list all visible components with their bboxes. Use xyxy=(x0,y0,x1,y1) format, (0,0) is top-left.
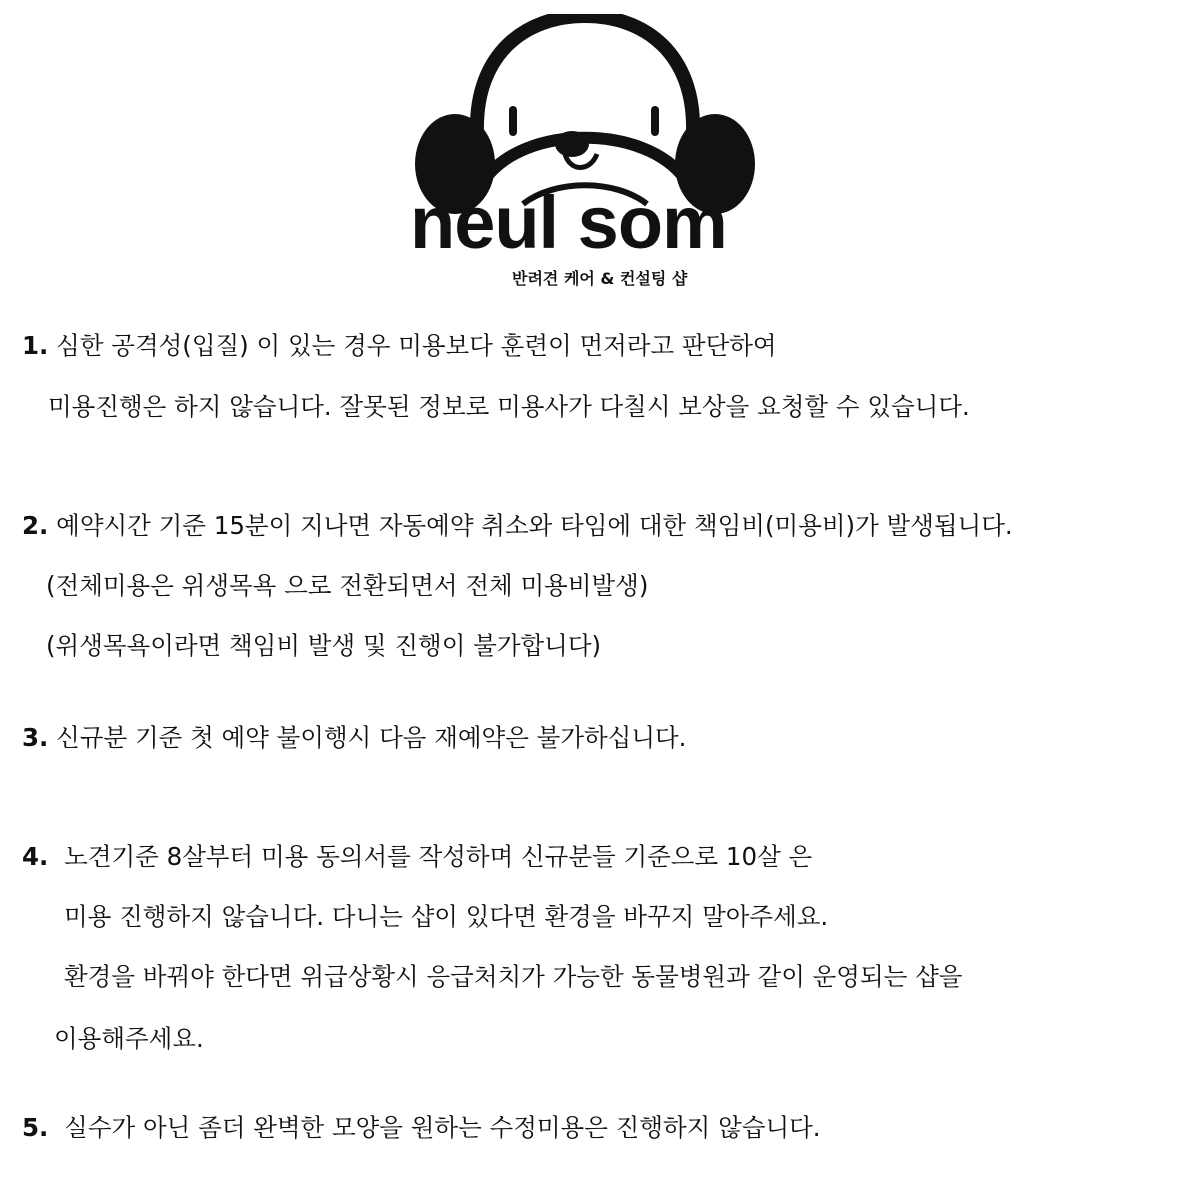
rule-1-line-2 xyxy=(48,392,970,421)
rule-2-line-3 xyxy=(46,631,601,660)
rule-4-number: 4. xyxy=(22,842,49,871)
rule-2-text-line-3: (위생목욕이라면 책임비 발생 및 진행이 불가합니다) xyxy=(46,631,602,660)
rule-4-text-line-3: 환경을 바꿔야 한다면 위급상황시 응급처치가 가능한 동물병원과 같이 운영되는 샵을 xyxy=(64,962,963,991)
rule-2-text-line-2: (전체미용은 위생목욕 으로 전환되면서 전체 미용비발생) xyxy=(46,571,649,600)
brand-logo xyxy=(405,14,765,294)
rule-5-text-line-1: 실수가 아닌 좀더 완벽한 모양을 원하는 수정미용은 진행하지 않습니다. xyxy=(64,1113,821,1142)
rule-4-text-line-2: 미용 진행하지 않습니다. 다니는 샵이 있다면 환경을 바꾸지 말아주세요. xyxy=(64,902,829,931)
rule-1-number: 1. xyxy=(22,331,49,360)
rule-4-line-3 xyxy=(64,962,962,991)
rule-2-line-1 xyxy=(22,511,1013,540)
rule-2-text-line-1: 예약시간 기준 15분이 지나면 자동예약 취소와 타임에 대한 책임비(미용비)가 발생됩니다. xyxy=(56,511,1013,540)
rule-4-line-2 xyxy=(64,902,828,931)
brand-name: neul som xyxy=(410,181,727,264)
rule-4-text-line-1: 노견기준 8살부터 미용 동의서를 작성하며 신규분들 기준으로 10살 은 xyxy=(64,842,813,871)
rule-1-text-line-2: 미용진행은 하지 않습니다. 잘못된 정보로 미용사가 다칠시 보상을 요청할 수 있습니다. xyxy=(48,392,970,421)
rule-2-line-2 xyxy=(46,571,648,600)
rule-2-number: 2. xyxy=(22,511,49,540)
rule-3-line-1 xyxy=(22,723,686,752)
rule-3-number: 3. xyxy=(22,723,49,752)
rule-4-line-4 xyxy=(54,1024,204,1053)
brand-tagline: 반려견 케어 & 컨설팅 샵 xyxy=(512,269,688,288)
rule-1-line-1 xyxy=(22,331,777,360)
rule-4-line-1 xyxy=(22,842,812,871)
rule-5-number: 5. xyxy=(22,1113,49,1142)
rule-5-line-1 xyxy=(22,1113,821,1142)
rule-1-text-line-1: 심한 공격성(입질) 이 있는 경우 미용보다 훈련이 먼저라고 판단하여 xyxy=(56,331,777,360)
rule-3-text-line-1: 신규분 기준 첫 예약 불이행시 다음 재예약은 불가하십니다. xyxy=(56,723,687,752)
rule-4-text-line-4: 이용해주세요. xyxy=(54,1024,204,1053)
